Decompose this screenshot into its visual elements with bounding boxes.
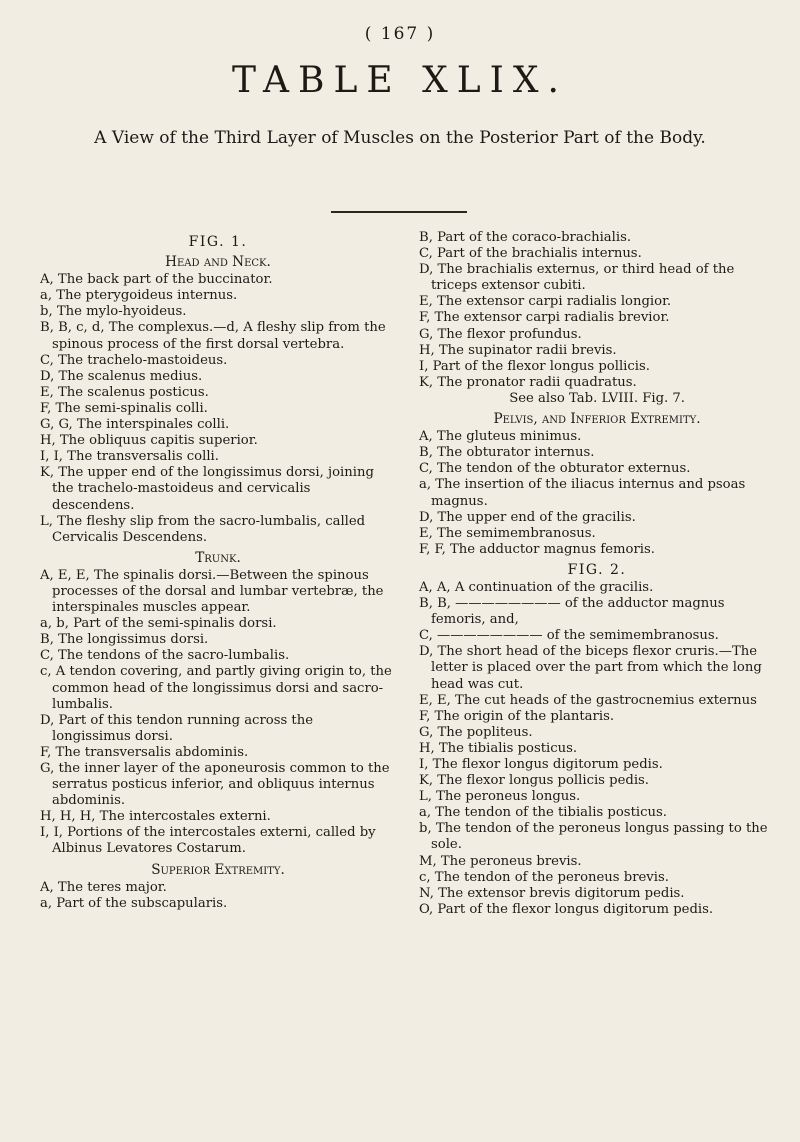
legend-entry: G, G, The interspinales colli. bbox=[40, 417, 230, 433]
legend-entry: D, The brachialis externus, or third head of the triceps extensor cubiti. bbox=[419, 262, 735, 294]
legend-entry: L, The peroneus longus. bbox=[419, 789, 581, 805]
page-number: ( 167 ) bbox=[364, 24, 436, 44]
legend-entry: E, The scalenus posticus. bbox=[40, 384, 209, 400]
legend-entry: a, Part of the subscapularis. bbox=[40, 895, 228, 911]
figure-heading: FIG. 1. bbox=[188, 234, 248, 250]
legend-entry: K, The pronator radii quadratus. bbox=[419, 374, 637, 390]
section-heading: Head and Neck. bbox=[165, 254, 271, 271]
legend-entry: H, H, H, The intercostales externi. bbox=[40, 809, 271, 825]
legend-entry: a, The insertion of the iliacus internus and psoas magnus. bbox=[419, 477, 746, 509]
legend-entry: F, The origin of the plantaris. bbox=[419, 708, 615, 724]
legend-entry: E, The extensor carpi radialis longior. bbox=[419, 294, 672, 310]
legend-entry: D, The upper end of the gracilis. bbox=[419, 509, 636, 525]
legend-entry: I, I, The transversalis colli. bbox=[40, 449, 219, 465]
legend-entry: b, The mylo-hyoideus. bbox=[40, 304, 187, 320]
legend-entry: B, B, c, d, The complexus.—d, A fleshy slip from the spinous process of the first dorsal vertebra. bbox=[40, 320, 386, 352]
legend-entry: c, The tendon of the peroneus brevis. bbox=[419, 869, 669, 885]
legend-entry: C, The tendon of the obturator externus. bbox=[419, 461, 691, 477]
legend-entry: A, The teres major. bbox=[40, 879, 167, 895]
legend-entry: C, The trachelo-mastoideus. bbox=[40, 352, 228, 368]
right-column bbox=[419, 230, 775, 918]
legend-entry: H, The obliquus capitis superior. bbox=[40, 433, 258, 449]
legend-entry: a, b, Part of the semi-spinalis dorsi. bbox=[40, 616, 277, 632]
legend-entry: C, The tendons of the sacro-lumbalis. bbox=[40, 648, 290, 664]
legend-entry: H, The tibialis posticus. bbox=[419, 740, 578, 756]
legend-entry: H, The supinator radii brevis. bbox=[419, 342, 617, 358]
legend-entry: E, E, The cut heads of the gastrocnemius externus bbox=[419, 692, 757, 708]
title-divider bbox=[331, 211, 467, 213]
legend-entry: A, A, A continuation of the gracilis. bbox=[419, 579, 654, 595]
table-subtitle: A View of the Third Layer of Muscles on the Posterior Part of the Body. bbox=[94, 128, 706, 148]
section-heading: Pelvis, and Inferior Extremity. bbox=[493, 411, 701, 428]
legend-entry: D, The short head of the biceps flexor cruris.—The letter is placed over the part from which the long head was cut. bbox=[419, 644, 762, 692]
legend-entry: E, The semimembranosus. bbox=[419, 525, 596, 541]
legend-entry: L, The fleshy slip from the sacro-lumbalis, called Cervicalis Descendens. bbox=[40, 513, 366, 545]
legend-entry: b, The tendon of the peroneus longus passing to the sole. bbox=[419, 821, 768, 853]
legend-entry: B, B, ———————— of the adductor magnus femoris, and, bbox=[419, 596, 725, 628]
legend-entry: G, The popliteus. bbox=[419, 724, 533, 740]
cross-reference: See also Tab. LVIII. Fig. 7. bbox=[509, 390, 685, 406]
legend-entry: B, The longissimus dorsi. bbox=[40, 632, 209, 648]
legend-entry: F, The semi-spinalis colli. bbox=[40, 400, 208, 416]
legend-entry: D, Part of this tendon running across the longissimus dorsi. bbox=[40, 712, 314, 744]
legend-entry: M, The peroneus brevis. bbox=[419, 853, 582, 869]
legend-entry: A, E, E, The spinalis dorsi.—Between the spinous processes of the dorsal and lumbar vertebræ, the interspinales muscles appear. bbox=[40, 567, 384, 616]
legend-entry: a, The tendon of the tibialis posticus. bbox=[419, 805, 667, 821]
legend-entry: G, the inner layer of the aponeurosis common to the serratus posticus inferior, and obliquus internus abdominis. bbox=[40, 761, 390, 809]
legend-entry: N, The extensor brevis digitorum pedis. bbox=[419, 885, 685, 901]
legend-entry: K, The flexor longus pollicis pedis. bbox=[419, 773, 650, 789]
legend-entry: F, F, The adductor magnus femoris. bbox=[419, 541, 655, 557]
legend-entry: I, Part of the flexor longus pollicis. bbox=[419, 358, 650, 374]
section-heading: Superior Extremity. bbox=[151, 861, 285, 878]
legend-entry: K, The upper end of the longissimus dorsi, joining the trachelo-mastoideus and cervicalis descendens. bbox=[40, 465, 374, 513]
legend-entry: G, The flexor profundus. bbox=[419, 326, 582, 342]
section-heading: Trunk. bbox=[195, 549, 241, 566]
legend-entry: A, The back part of the buccinator. bbox=[40, 272, 273, 288]
legend-entry: c, A tendon covering, and partly giving origin to, the common head of the longissimus dorsi and sacro-lumbalis. bbox=[40, 664, 392, 712]
table-title: TABLE XLIX. bbox=[232, 60, 568, 101]
legend-entry: A, The gluteus minimus. bbox=[419, 429, 582, 445]
legend-entry: F, The extensor carpi radialis brevior. bbox=[419, 310, 670, 326]
left-column bbox=[40, 230, 396, 912]
figure-heading: FIG. 2. bbox=[567, 561, 627, 578]
legend-entry: I, The flexor longus digitorum pedis. bbox=[419, 757, 663, 772]
legend-entry: C, Part of the brachialis internus. bbox=[419, 246, 642, 262]
legend-entry: B, The obturator internus. bbox=[419, 445, 595, 461]
legend-entry: F, The transversalis abdominis. bbox=[40, 744, 249, 760]
legend-entry: a, The pterygoideus internus. bbox=[40, 288, 238, 304]
legend-entry: B, Part of the coraco-brachialis. bbox=[419, 230, 632, 245]
legend-entry: O, Part of the flexor longus digitorum pedis. bbox=[419, 901, 714, 917]
legend-entry: C, ———————— of the semimembranosus. bbox=[419, 628, 719, 644]
legend-entry: D, The scalenus medius. bbox=[40, 368, 203, 384]
legend-entry: I, I, Portions of the intercostales externi, called by Albinus Levatores Costarum. bbox=[40, 825, 376, 857]
